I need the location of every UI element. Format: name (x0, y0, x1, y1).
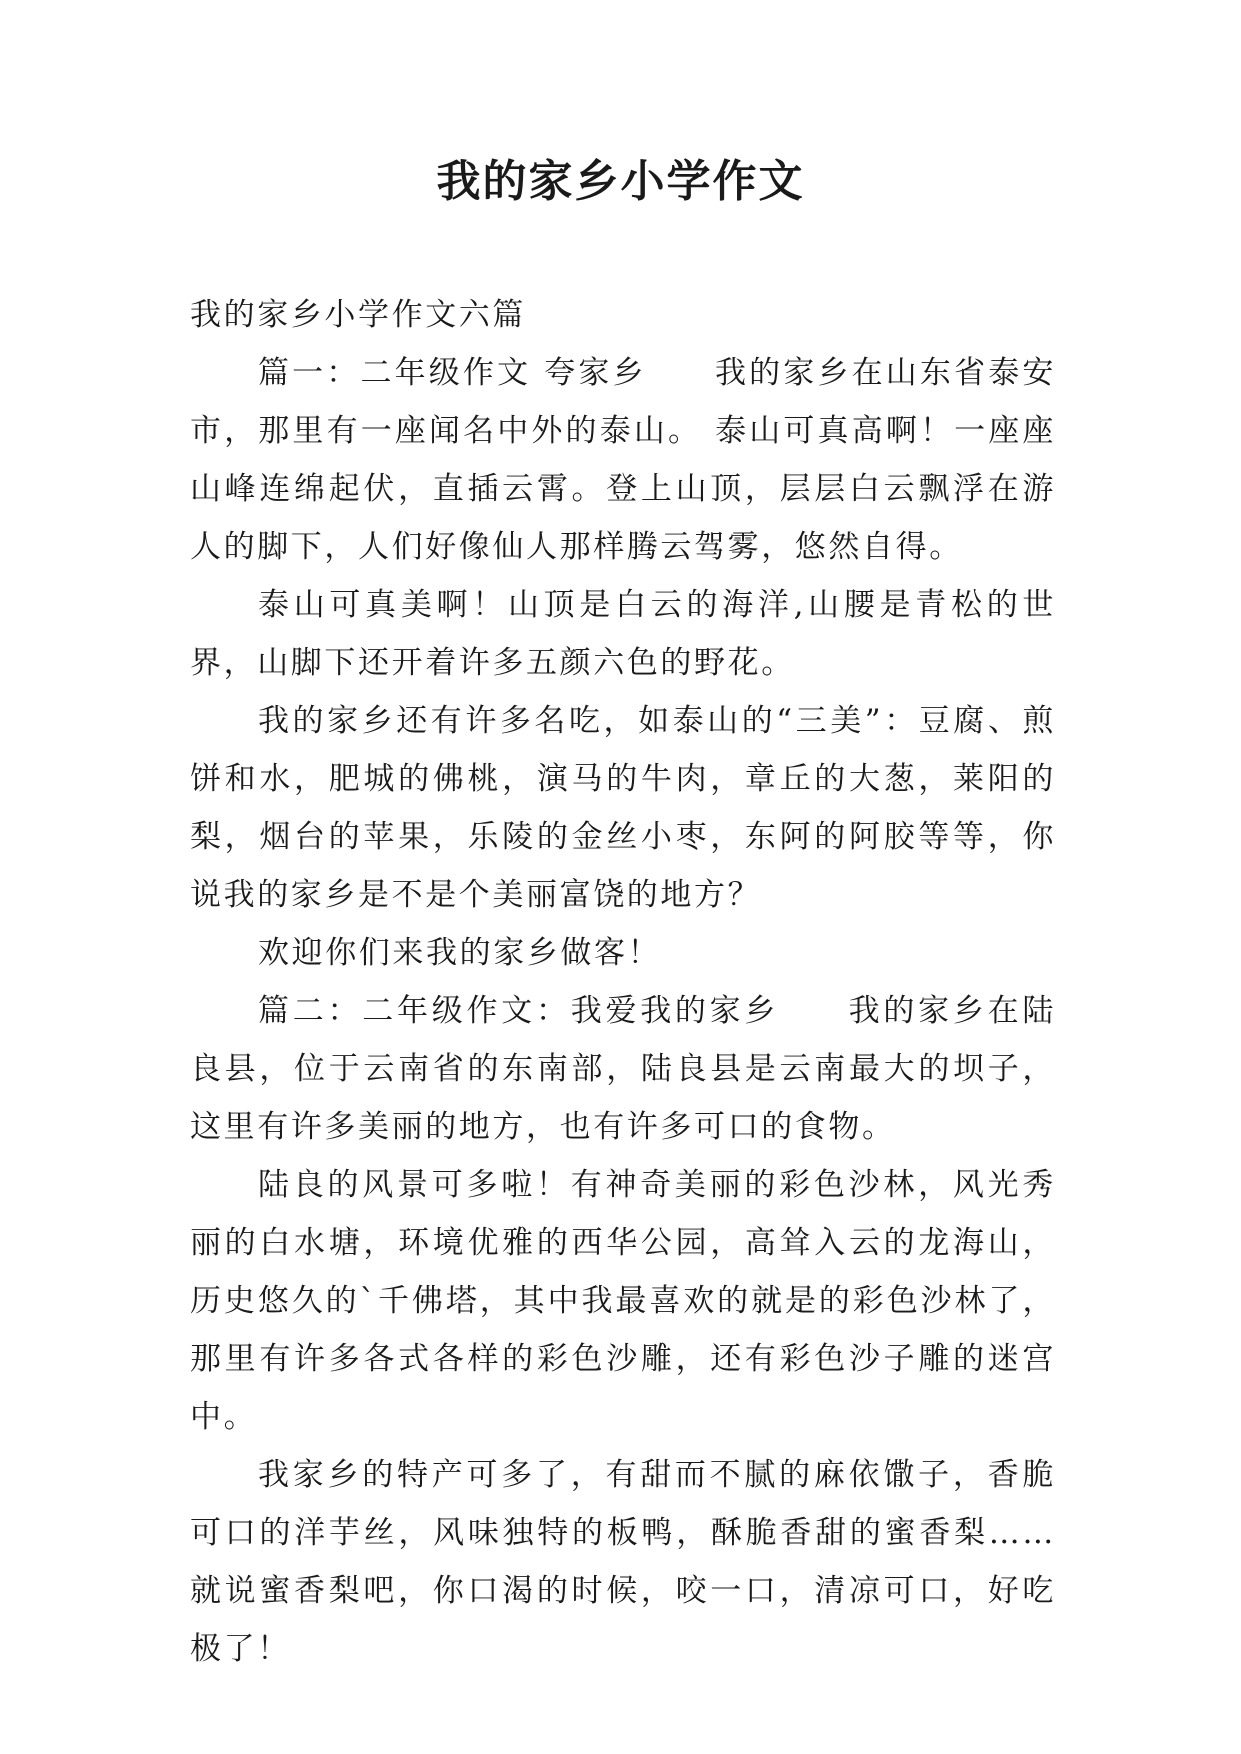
paragraph-6: 陆良的风景可多啦！有神奇美丽的彩色沙林，风光秀丽的白水塘，环境优雅的西华公园，高耸入云的龙海山，历史悠久的`千佛塔，其中我最喜欢的就是的彩色沙林了，那里有许多各式各样的彩色沙雕，还有彩色沙子雕的迷宫中。 (190, 1167, 1056, 1435)
paragraph-1: 篇一：二年级作文 夸家乡 我的家乡在山东省泰安市，那里有一座闻名中外的泰山。 泰山可真高啊！一座座山峰连绵起伏，直插云霄。登上山顶，层层白云飘浮在游人的脚下，人们好像仙人那样腾云驾雾，悠然自得。 (190, 355, 1056, 565)
page-title: 我的家乡小学作文 (436, 156, 805, 207)
document-subtitle: 我的家乡小学作文六篇 (190, 297, 526, 333)
document-body (190, 286, 1056, 1678)
paragraph-4: 欢迎你们来我的家乡做客！ (258, 935, 662, 971)
paragraph-5: 篇二：二年级作文：我爱我的家乡 我的家乡在陆良县，位于云南省的东南部，陆良县是云南最大的坝子，这里有许多美丽的地方，也有许多可口的食物。 (190, 993, 1056, 1145)
paragraph-7: 我家乡的特产可多了，有甜而不腻的麻依馓子，香脆可口的洋芋丝，风味独特的板鸭，酥脆香甜的蜜香梨……就说蜜香梨吧，你口渴的时候，咬一口，清凉可口，好吃极了！ (190, 1457, 1056, 1667)
paragraph-3: 我的家乡还有许多名吃，如泰山的“三美”：豆腐、煎饼和水，肥城的佛桃，演马的牛肉，章丘的大葱，莱阳的梨，烟台的苹果，乐陵的金丝小枣，东阿的阿胶等等，你说我的家乡是不是个美丽富饶的地方？ (190, 703, 1056, 913)
paragraph-2: 泰山可真美啊！山顶是白云的海洋,山腰是青松的世界，山脚下还开着许多五颜六色的野花。 (190, 587, 1056, 681)
